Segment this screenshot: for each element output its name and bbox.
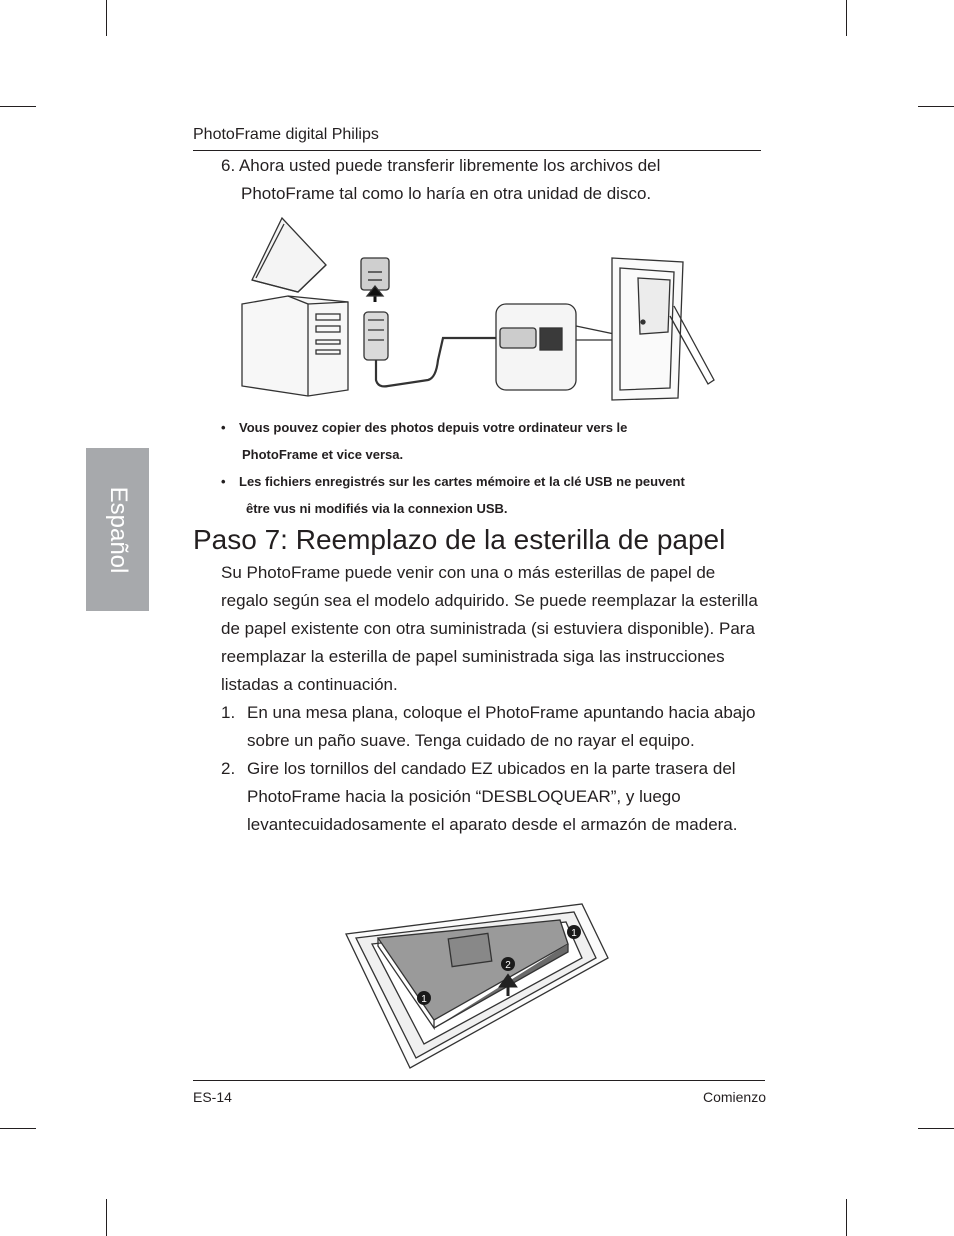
crop-mark <box>918 106 954 107</box>
step-marker-1-left <box>417 991 431 1005</box>
section-body <box>221 559 766 839</box>
crop-mark <box>918 1128 954 1129</box>
note-1-line-2: PhotoFrame et vice versa. <box>242 447 404 462</box>
bullet: • <box>221 474 226 489</box>
step-6-line-2: PhotoFrame tal como lo haría en otra unidad de disco. <box>241 184 652 203</box>
list-item <box>221 699 766 755</box>
marker-label: 1 <box>571 928 577 939</box>
frame-usb-port-closeup <box>496 304 576 390</box>
footer-rule <box>193 1080 765 1081</box>
photoframe-icon <box>612 258 714 400</box>
bullet: • <box>221 420 226 435</box>
footer-section: Comienzo <box>702 1089 766 1105</box>
running-header: PhotoFrame digital Philips <box>193 126 379 143</box>
note-1-line-1: Vous pouvez copier des photos depuis votre ordinateur vers le <box>239 420 628 435</box>
note-2-line-2: être vus ni modifiés via la connexion USB. <box>246 501 508 516</box>
laptop-icon <box>252 218 326 292</box>
crop-mark <box>0 1128 36 1129</box>
crop-mark <box>106 0 107 36</box>
list-number: 1. <box>221 703 236 722</box>
usb-cable <box>376 338 500 386</box>
marker-label: 2 <box>505 960 511 971</box>
list-text: Gire los tornillos del candado EZ ubicados en la parte trasera del PhotoFrame hacia la posición “DESBLOQUEAR”, y luego levantecuidadosamente el aparato desde el armazón de madera. <box>247 759 738 834</box>
usb-symbol-icon <box>361 258 389 302</box>
usb-plug-icon <box>364 312 388 360</box>
notes-list <box>221 414 781 522</box>
usb-connection-illustration <box>238 210 718 405</box>
language-side-tab-label: Español <box>104 486 132 573</box>
marker-label: 1 <box>421 994 427 1005</box>
crop-mark <box>846 0 847 36</box>
intro-paragraph: Su PhotoFrame puede venir con una o más esterillas de papel de regalo según sea el modelo adquirido. Se puede reemplazar la esterilla de papel existente con otra suministrada (si estuviera disponible). Para reemplazar la esterilla de papel suministrada siga las instrucciones listadas a continuación. <box>221 563 758 694</box>
crop-mark <box>106 1199 107 1236</box>
list-item <box>221 755 766 839</box>
frame-removal-illustration <box>338 888 613 1078</box>
crop-mark <box>846 1199 847 1236</box>
language-side-tab <box>86 448 149 611</box>
note-2-line-1: Les fichiers enregistrés sur les cartes mémoire et la clé USB ne peuvent <box>239 474 685 489</box>
step-6 <box>221 152 761 208</box>
header-rule <box>193 150 761 151</box>
step-marker-2 <box>501 957 515 971</box>
note-item <box>221 414 781 441</box>
list-number: 2. <box>221 759 236 778</box>
step-6-line-1: 6. Ahora usted puede transferir libremente los archivos del <box>221 156 661 175</box>
page-number: ES-14 <box>193 1089 232 1105</box>
section-heading: Paso 7: Reemplazo de la esterilla de papel <box>193 524 726 555</box>
list-text: En una mesa plana, coloque el PhotoFrame apuntando hacia abajo sobre un paño suave. Tenga cuidado de no rayar el equipo. <box>247 703 756 750</box>
step-marker-1-right <box>567 925 581 939</box>
note-item <box>221 468 781 495</box>
desktop-tower-icon <box>242 296 348 396</box>
crop-mark <box>0 106 36 107</box>
